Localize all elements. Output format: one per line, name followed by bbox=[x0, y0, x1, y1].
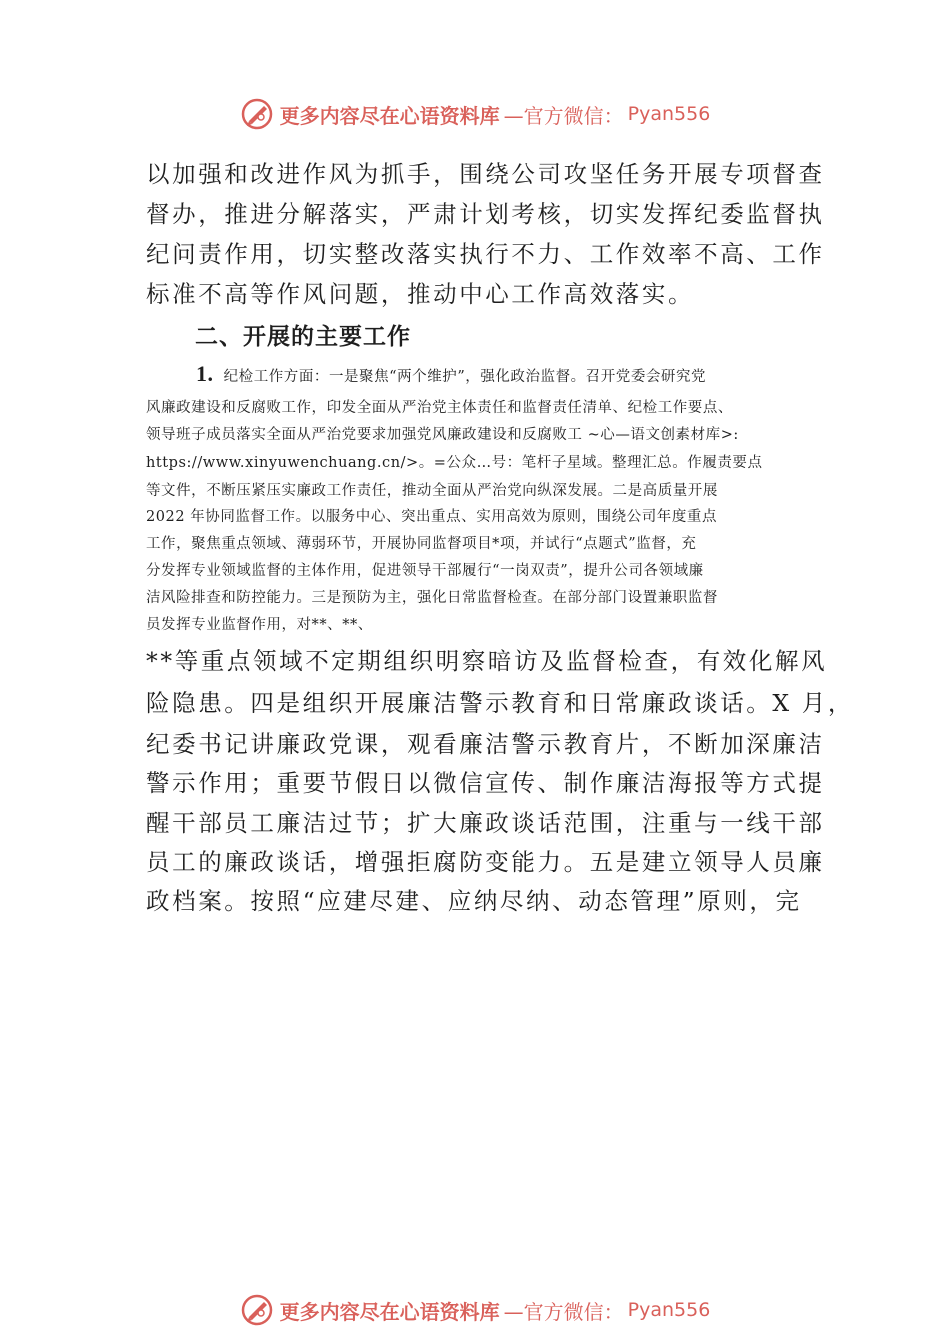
top-paragraph-line: 督办，推进分解落实，严肃计划考核，切实发挥纪委监督执 bbox=[146, 200, 825, 228]
small-paragraph-line: https://www.xinyuwenchuang.cn/>。=公众…号：笔杆子星域。整理汇总。作履责要点 bbox=[146, 455, 763, 471]
small-paragraph-line: 2022 年协同监督工作。以服务中心、突出重点、实用高效为原则，围绕公司年度重点 bbox=[146, 509, 718, 525]
bottom-paragraph-line: 政档案。按照“应建尽建、应纳尽纳、动态管理”原则，完 bbox=[146, 887, 802, 915]
item-number: 1. bbox=[196, 361, 214, 386]
small-paragraph-line: 领导班子成员落实全面从严治党要求加强党风廉政建设和反腐败工 ~心—语文创素材库>: bbox=[146, 427, 739, 443]
bottom-paragraph-line: 醒干部员工廉洁过节；扩大廉政谈话范围，注重与一线干部 bbox=[146, 809, 825, 837]
small-paragraph-first-line bbox=[196, 361, 707, 387]
xinyu-logo-icon bbox=[240, 97, 274, 131]
bottom-paragraph-line: **等重点领域不定期组织明察暗访及监督检查，有效化解风 bbox=[146, 647, 828, 675]
bottom-paragraph-line: 员工的廉政谈话，增强拒腐防变能力。五是建立领导人员廉 bbox=[146, 848, 825, 876]
top-paragraph-line: 标准不高等作风问题，推动中心工作高效落实。 bbox=[146, 280, 695, 308]
section-heading: 二、开展的主要工作 bbox=[195, 324, 411, 350]
top-paragraph-line: 以加强和改进作风为抓手，围绕公司攻坚任务开展专项督查 bbox=[146, 160, 825, 188]
bottom-paragraph-line: 警示作用；重要节假日以微信宣传、制作廉洁海报等方式提 bbox=[146, 769, 825, 797]
watermark-wechat-id: Pyan556 bbox=[627, 103, 711, 125]
watermark-banner-top bbox=[0, 94, 950, 134]
top-paragraph-line: 纪问责作用，切实整改落实执行不力、工作效率不高、工作 bbox=[146, 240, 825, 268]
watermark-separator: —官方微信： bbox=[503, 103, 624, 128]
watermark-main-text: 更多内容尽在心语资料库 bbox=[279, 1299, 500, 1324]
small-paragraph-line: 洁风险排查和防控能力。三是预防为主，强化日常监督检查。在部分部门设置兼职监督 bbox=[146, 590, 718, 606]
small-paragraph-line: 纪检工作方面：一是聚焦“两个维护”，强化政治监督。召开党委会研究党 bbox=[223, 369, 707, 385]
bottom-paragraph-line: 险隐患。四是组织开展廉洁警示教育和日常廉政谈话。X 月， bbox=[146, 689, 854, 717]
small-paragraph-line: 等文件，不断压紧压实廉政工作责任，推动全面从严治党向纵深发展。二是高质量开展 bbox=[146, 483, 718, 499]
watermark-separator: —官方微信： bbox=[503, 1299, 624, 1324]
watermark-main-text: 更多内容尽在心语资料库 bbox=[279, 103, 500, 128]
xinyu-logo-icon bbox=[240, 1293, 274, 1327]
watermark-wechat-id: Pyan556 bbox=[627, 1299, 711, 1321]
small-paragraph-line: 员发挥专业监督作用，对**、**、 bbox=[146, 617, 373, 633]
small-paragraph-line: 风廉政建设和反腐败工作，印发全面从严治党主体责任和监督责任清单、纪检工作要点、 bbox=[146, 400, 733, 416]
bottom-paragraph-line: 纪委书记讲廉政党课，观看廉洁警示教育片，不断加深廉洁 bbox=[146, 730, 825, 758]
small-paragraph-line: 工作，聚焦重点领域、薄弱环节，开展协同监督项目*项，并试行“点题式”监督，充 bbox=[146, 536, 697, 552]
watermark-banner-bottom bbox=[0, 1290, 950, 1330]
small-paragraph-line: 分发挥专业领域监督的主体作用，促进领导干部履行“一岗双责”，提升公司各领域廉 bbox=[146, 563, 704, 579]
